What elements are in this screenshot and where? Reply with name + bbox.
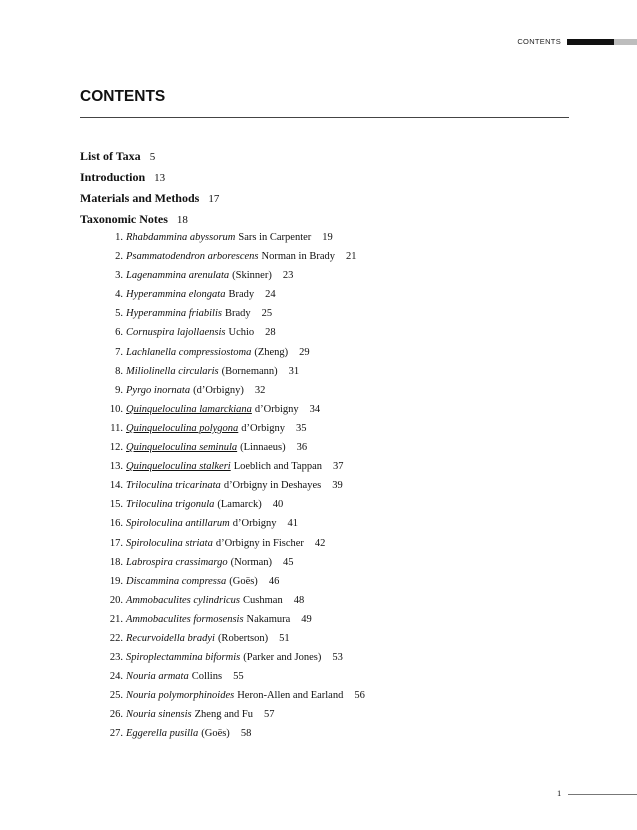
entry-page: 5 [149,151,156,163]
taxon-number: 19. [109,575,123,587]
taxon-name: Quinqueloculina lamarckiana [126,403,252,415]
taxon-authority: (Norman) [230,556,273,568]
taxon-number: 3. [115,270,123,282]
entry-page: 17 [208,193,220,205]
taxon-name: Hyperammina friabilis [126,308,222,320]
taxon-page: 37 [333,461,344,473]
taxon-authority: Brady [228,289,255,301]
main-entry[interactable] [80,209,570,230]
taxon-authority: Norman in Brady [261,251,336,263]
taxon-number: 21. [109,613,123,625]
taxon-entry[interactable] [80,323,570,342]
taxon-authority: Uchio [228,327,255,339]
taxonomic-notes-list [80,228,570,744]
taxon-entry[interactable] [80,247,570,266]
taxon-name: Quinqueloculina stalkeri [126,461,231,473]
taxon-authority: (Lamarck) [217,499,262,511]
entry-title: Taxonomic Notes [80,212,168,226]
taxon-name: Psammatodendron arborescens [126,251,259,263]
taxon-name: Nouria armata [126,671,189,683]
taxon-name: Quinqueloculina seminula [126,442,238,454]
taxon-name: Triloculina trigonula [126,499,215,511]
taxon-authority: (Robertson) [217,632,269,644]
taxon-entry[interactable] [80,534,570,553]
taxon-number: 26. [109,709,123,721]
taxon-entry[interactable] [80,724,570,743]
taxon-page: 29 [299,346,310,358]
taxon-entry[interactable] [80,705,570,724]
taxon-number: 1. [115,232,123,243]
footer-rule [568,794,637,795]
taxon-number: 5. [115,308,123,320]
taxon-authority: Nakamura [246,613,291,625]
taxon-entry[interactable] [80,553,570,572]
page-title: CONTENTS [80,88,166,105]
taxon-entry[interactable] [80,667,570,686]
taxon-authority: d’Orbigny [232,518,277,530]
taxon-number: 16. [109,518,123,530]
running-head-bar-light [614,39,637,45]
taxon-number: 27. [109,728,123,740]
taxon-name: Cornuspira lajollaensis [126,327,226,339]
taxon-page: 25 [261,308,273,320]
taxon-page: 21 [346,251,357,263]
taxon-name: Nouria sinensis [126,709,192,721]
taxon-name: Rhabdammina abyssorum [126,232,236,243]
taxon-authority: Collins [191,671,223,683]
taxon-page: 31 [288,365,300,377]
taxon-page: 48 [293,594,305,606]
taxon-entry[interactable] [80,572,570,591]
taxon-name: Triloculina tricarinata [126,480,221,492]
taxon-name: Recurvoidella bradyi [126,632,215,644]
taxon-name: Lachlanella compressiostoma [126,346,252,358]
taxon-page: 35 [296,422,307,434]
taxon-authority: Cushman [243,594,283,606]
taxon-name: Lagenammina arenulata [126,270,230,282]
taxon-page: 34 [309,403,321,415]
taxon-name: Pyrgo inornata [126,384,191,396]
taxon-name: Nouria polymorphinoides [126,690,235,702]
taxon-authority: (d’Orbigny) [193,384,244,396]
taxon-name: Labrospira crassimargo [126,556,228,568]
taxon-authority: (Linnaeus) [240,442,286,454]
taxon-authority: d’Orbigny [241,422,286,434]
title-rule [80,117,569,118]
entry-title: List of Taxa [80,149,141,163]
running-head-label: CONTENTS [517,37,561,46]
entry-page: 13 [154,172,166,184]
entry-page: 18 [176,214,188,226]
taxon-page: 19 [322,232,333,243]
taxon-name: Spiroplectammina biformis [126,652,241,664]
taxon-number: 20. [109,594,123,606]
taxon-name: Discammina compressa [126,575,227,587]
taxon-entry[interactable] [80,285,570,304]
taxon-entry[interactable] [80,514,570,533]
taxon-page: 40 [272,499,284,511]
taxon-page: 58 [240,728,252,740]
taxon-name: Spiroloculina striata [126,537,213,549]
taxon-page: 55 [233,671,244,683]
taxon-name: Quinqueloculina polygona [126,422,239,434]
taxon-number: 8. [115,365,123,377]
taxon-page: 36 [296,442,308,454]
taxon-page: 56 [354,690,365,702]
main-contents-list [80,146,570,230]
taxon-number: 6. [115,327,123,339]
taxon-number: 9. [115,384,123,396]
taxon-entry[interactable] [80,438,570,457]
taxon-entry[interactable] [80,381,570,400]
taxon-authority: (Skinner) [232,270,272,282]
taxon-page: 39 [332,480,343,492]
taxon-page: 41 [287,518,298,530]
taxon-name: Miliolinella circularis [126,365,219,377]
taxon-number: 15. [109,499,123,511]
taxon-entry[interactable] [80,476,570,495]
entry-title: Introduction [80,170,146,184]
taxon-authority: (Goës) [229,575,258,587]
taxon-number: 18. [109,556,123,568]
taxon-name: Eggerella pusilla [126,728,199,740]
taxon-authority: Sars in Carpenter [238,232,312,243]
entry-title: Materials and Methods [80,191,200,205]
taxon-page: 45 [283,556,294,568]
taxon-number: 14. [109,480,123,492]
taxon-number: 17. [109,537,123,549]
taxon-authority: (Zheng) [254,346,289,358]
taxon-name: Spiroloculina antillarum [126,518,230,530]
taxon-page: 32 [254,384,266,396]
taxon-number: 12. [109,442,123,454]
taxon-authority: (Bornemann) [221,365,278,377]
taxon-entry[interactable] [80,304,570,323]
main-entry[interactable] [80,188,570,209]
taxon-authority: Brady [224,308,251,320]
taxon-authority: Loeblich and Tappan [233,461,322,473]
taxon-entry[interactable] [80,629,570,648]
taxon-number: 25. [109,690,123,702]
taxon-authority: Zheng and Fu [194,709,253,721]
taxon-page: 53 [332,652,343,664]
taxon-page: 46 [268,575,280,587]
running-head-bar-dark [567,39,614,45]
taxon-page: 42 [314,537,326,549]
taxon-number: 11. [110,422,123,434]
taxon-entry[interactable] [80,591,570,610]
taxon-number: 24. [109,671,123,683]
taxon-authority: d’Orbigny [254,403,299,415]
taxon-name: Ammobaculites formosensis [126,613,244,625]
taxon-page: 49 [301,613,312,625]
taxon-entry[interactable] [80,457,570,476]
main-entry[interactable] [80,146,570,167]
taxon-authority: (Parker and Jones) [243,652,322,664]
taxon-number: 10. [109,403,123,415]
taxon-number: 2. [115,251,123,263]
taxon-entry[interactable] [80,610,570,629]
taxon-authority: Heron-Allen and Earland [237,690,344,702]
taxon-page: 24 [265,289,276,301]
taxon-entry[interactable] [80,419,570,438]
taxon-number: 22. [109,632,123,644]
taxon-entry[interactable] [80,362,570,381]
taxon-entry[interactable] [80,495,570,514]
main-entry[interactable] [80,167,570,188]
taxon-page: 28 [265,327,276,339]
taxon-authority: d’Orbigny in Fischer [215,537,304,549]
taxon-number: 23. [109,652,123,664]
taxon-authority: (Goës) [201,728,230,740]
taxon-name: Hyperammina elongata [126,289,226,301]
running-head [0,37,637,47]
taxon-entry[interactable] [80,648,570,667]
taxon-entry[interactable] [80,266,570,285]
taxon-entry[interactable] [80,400,570,419]
taxon-page: 51 [279,632,290,644]
taxon-entry[interactable] [80,343,570,362]
taxon-number: 7. [115,346,123,358]
taxon-entry[interactable] [80,228,570,247]
taxon-page: 23 [282,270,294,282]
taxon-number: 4. [115,289,123,301]
taxon-number: 13. [109,461,123,473]
taxon-authority: d’Orbigny in Deshayes [223,480,322,492]
taxon-entry[interactable] [80,686,570,705]
taxon-page: 57 [263,709,275,721]
taxon-name: Ammobaculites cylindricus [126,594,241,606]
page-number: 1 [557,788,562,798]
